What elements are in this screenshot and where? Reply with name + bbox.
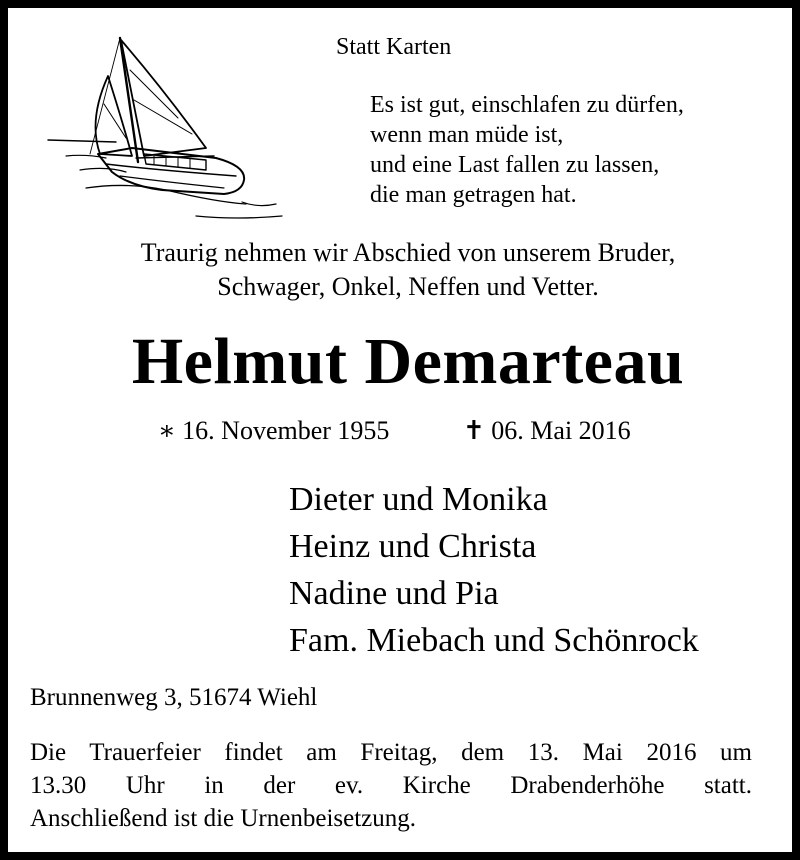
intro-line: Traurig nehmen wir Abschied von unserem Bruder,	[140, 238, 676, 267]
intro-text	[8, 236, 800, 304]
service-line: 13.30 Uhr in der ev. Kirche Drabenderhöhe statt.	[30, 772, 752, 799]
mourner-entry: Dieter und Monika	[289, 481, 548, 518]
mourners-list	[289, 476, 699, 664]
statt-karten-heading: Statt Karten	[336, 34, 452, 60]
poem-line: Es ist gut, einschlafen zu dürfen,	[370, 92, 684, 118]
birth-date: ∗ 16. November 1955	[158, 416, 390, 445]
death-date: ✝ 06. Mai 2016	[463, 416, 631, 445]
mourner-entry: Nadine und Pia	[289, 575, 499, 612]
service-line: Die Trauerfeier findet am Freitag, dem 13. Mai 2016 um	[30, 739, 752, 766]
deceased-name: Helmut Demarteau	[131, 325, 685, 398]
address: Brunnenweg 3, 51674 Wiehl	[30, 684, 318, 711]
poem-line: die man getragen hat.	[370, 182, 577, 208]
service-line: Anschließend ist die Urnenbeisetzung.	[30, 805, 417, 832]
service-info	[30, 736, 752, 835]
mourner-entry: Fam. Miebach und Schönrock	[289, 622, 699, 659]
sailboat-icon	[46, 30, 290, 222]
poem-line: wenn man müde ist,	[370, 122, 564, 148]
mourner-entry: Heinz und Christa	[289, 528, 537, 565]
poem	[370, 90, 684, 210]
poem-line: und eine Last fallen zu lassen,	[370, 152, 660, 178]
intro-line: Schwager, Onkel, Neffen und Vetter.	[217, 272, 599, 301]
